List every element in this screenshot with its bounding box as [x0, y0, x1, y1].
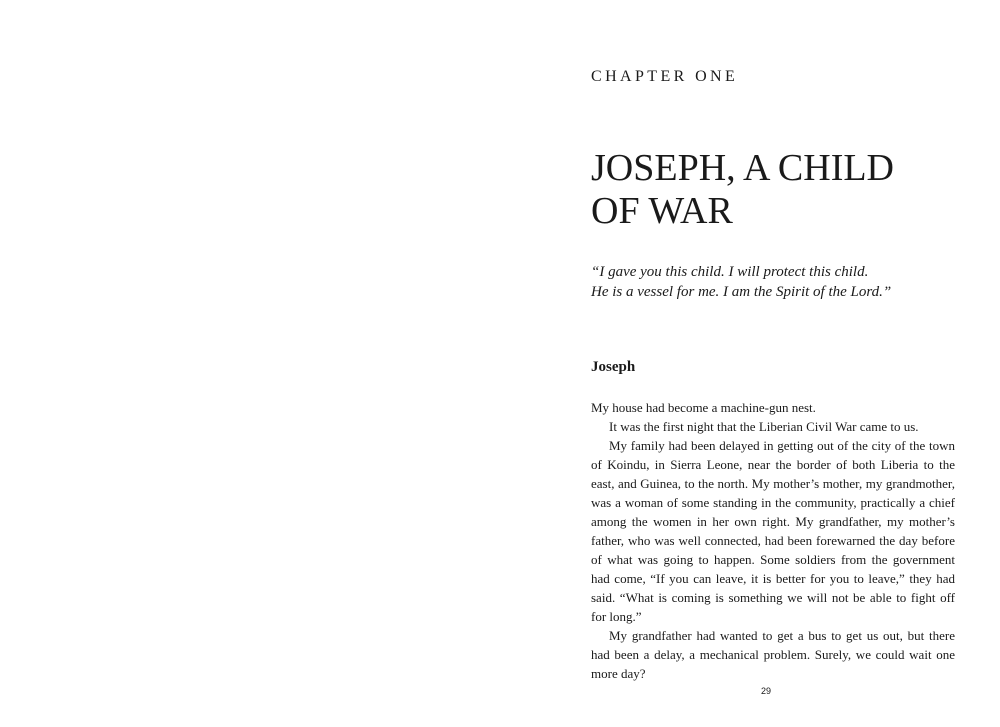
- section-heading: Joseph: [591, 359, 636, 375]
- chapter-title: [591, 147, 894, 233]
- paragraph: My grandfather had wanted to get a bus to get us out, but there had been a delay, a mechanical problem. Surely, we could wait one more day?: [591, 628, 955, 681]
- body-text: [591, 398, 955, 683]
- chapter-title-line-2: OF WAR: [591, 190, 733, 232]
- paragraph: My family had been delayed in getting out of the city of the town of Koindu, in Sierra Leone, near the border of both Liberia to the east, and Guinea, to the north. My mother’s mother, my grandmother, was a woman of some standing in the community, practically a chief among the women in her own right. My grandfather, my mother’s father, who was well connected, had been forewarned the day before of what was going to happen. Some soldiers from the government had come, “If you can leave, it is better for you to leave,” they had said. “What is coming is something we will not be able to fight off for long.”: [591, 438, 955, 624]
- right-page: [500, 0, 1000, 727]
- epigraph-line-1: “I gave you this child. I will protect this child.: [591, 264, 869, 280]
- paragraph: It was the first night that the Liberian Civil War came to us.: [609, 419, 919, 434]
- epigraph: [591, 262, 891, 302]
- chapter-title-line-1: JOSEPH, A CHILD: [591, 147, 894, 189]
- chapter-label: CHAPTER ONE: [591, 68, 739, 85]
- page-number: 29: [761, 686, 772, 696]
- paragraph: My house had become a machine-gun nest.: [591, 400, 816, 415]
- epigraph-line-2: He is a vessel for me. I am the Spirit of the Lord.”: [591, 284, 892, 300]
